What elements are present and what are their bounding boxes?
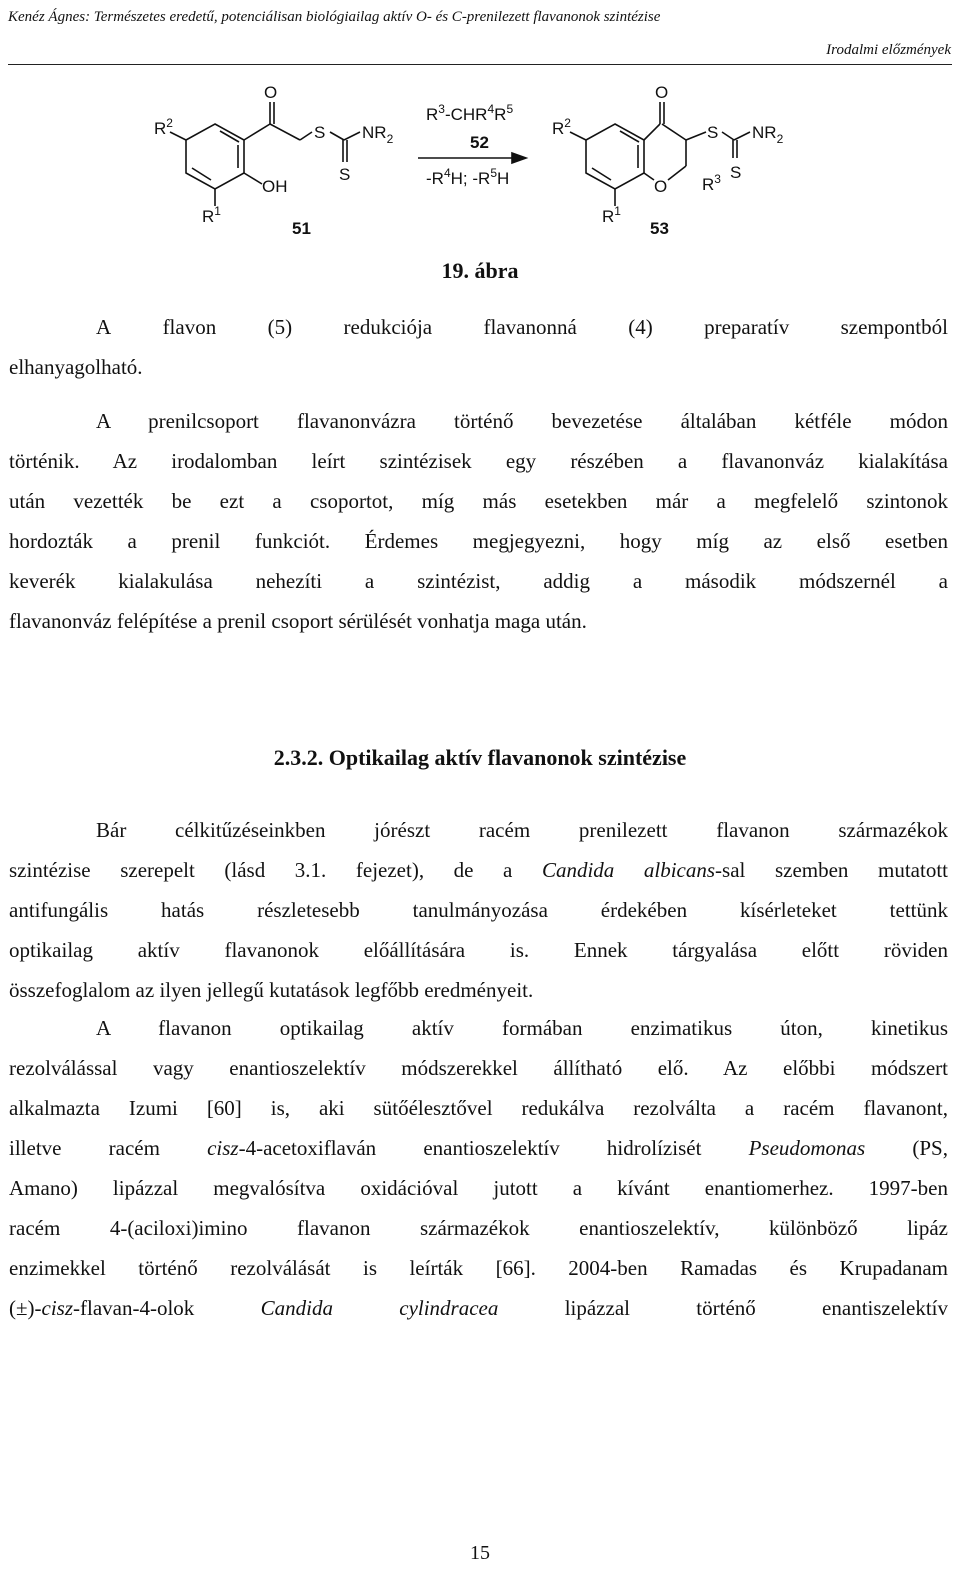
reagent-line-2: $-R^4H$; $-R^5H$ [426, 166, 510, 188]
italic-term: cisz [41, 1296, 74, 1320]
paragraph-3 [9, 810, 948, 1010]
species-name: Candida cylindracea [260, 1296, 499, 1320]
product-r3: $R^3$ [702, 172, 721, 194]
paragraph-line: (±)-cisz-flavan-4-olok Candida cylindracea lipázzal történő enantiszelektív [9, 1296, 949, 1320]
page-number: 15 [470, 1542, 490, 1564]
paragraph-2 [9, 401, 948, 641]
paragraph-line: A prenilcsoport flavanonvázra történő bevezetése általában kétféle módon [96, 409, 948, 433]
product-sulfur-1: S [707, 123, 719, 142]
reactant-nr2: $NR_2$ [362, 123, 394, 146]
paragraph-line: antifungális hatás részletesebb tanulmányozása érdekében kísérleteket tettünk [9, 898, 948, 922]
paragraph-line: flavanonváz felépítése a prenil csoport sérülését vonhatja maga után. [9, 609, 587, 633]
reactant-r1: $R^1$ [202, 204, 221, 226]
product-r1: $R^1$ [602, 204, 621, 226]
paragraph-line: optikailag aktív flavanonok előállítására is. Ennek tárgyalása előtt röviden [9, 938, 948, 962]
italic-term: cisz [207, 1136, 239, 1160]
species-name: Candida albicans [541, 858, 716, 882]
product-benzene-ring [586, 124, 644, 189]
section-heading: 2.3.2. Optikailag aktív flavanonok szintézise [273, 745, 687, 770]
paragraph-line: keverék kialakulása nehezíti a szintézist, addig a második módszernél a [9, 569, 948, 593]
paragraph-line: Amano) lipázzal megvalósítva oxidációval jutott a kívánt enantiomerhez. 1997-ben [9, 1176, 948, 1200]
paragraph-line: alkalmazta Izumi [60] is, aki sütőélesztővel redukálva rezolválta a racém flavanont, [9, 1096, 948, 1120]
reactant-hydroxyl: OH [262, 177, 288, 196]
reactant-benzene-ring [186, 124, 244, 189]
paragraph-line: után vezették be ezt a csoportot, míg más esetekben már a megfelelő szintonok [9, 489, 948, 513]
word: (4) [628, 315, 653, 339]
product-oxo: O [655, 83, 669, 102]
word: A [96, 315, 112, 339]
reaction-scheme [140, 80, 820, 260]
reactant-oxo: O [264, 83, 278, 102]
paragraph-line: szintézise szerepelt (lásd 3.1. fejezet), de a Candida albicans-sal szemben mutatott [9, 858, 948, 882]
paragraph-line: enzimekkel történő rezolválását is leírták [66]. 2004-ben Ramadas és Krupadanam [9, 1256, 948, 1280]
paragraph-4 [9, 1008, 948, 1328]
word: preparatív [704, 315, 790, 339]
paragraph-line: rezolválással vagy enantioszelektív módszerekkel állítható elő. Az előbbi módszert [9, 1056, 948, 1080]
paragraph-line: összefoglalom az ilyen jellegű kutatások legfőbb eredményeit. [9, 978, 534, 1002]
product-r2: $R^2$ [552, 116, 571, 138]
figure-caption: 19. ábra [441, 258, 519, 283]
product-ring-oxygen: O [654, 177, 668, 196]
reagent-compound-number: 52 [470, 133, 489, 152]
reactant-carbonyl-bond [244, 124, 270, 140]
paragraph-line: Bár célkitűzéseinkben jórészt racém prenilezett flavanon származékok [96, 818, 948, 842]
reactant-r2: $R^2$ [154, 116, 173, 138]
paragraph-line: elhanyagolható. [9, 355, 143, 379]
reagent-line-1: $R^3-CHR^4R^5$ [426, 102, 514, 124]
paragraph-line [9, 307, 948, 347]
product-nr2: $NR_2$ [752, 123, 784, 146]
paragraph-line: A flavanon optikailag aktív formában enzimatikus úton, kinetikus [96, 1016, 948, 1040]
product-sulfur-2: S [730, 163, 742, 182]
paragraph-1 [9, 307, 948, 387]
product-compound-number: 53 [650, 219, 669, 238]
word: szempontból [840, 315, 948, 339]
reactant-sulfur-1: S [314, 123, 326, 142]
running-header-section: Irodalmi előzmények [826, 42, 951, 58]
word: redukciója [343, 315, 433, 339]
word: flavon [162, 315, 217, 339]
paragraph-line: történik. Az irodalomban leírt szintézisek egy részében a flavanonváz kialakítása [9, 449, 948, 473]
reactant-sulfur-2: S [339, 165, 351, 184]
header-rule [8, 64, 952, 65]
paragraph-line: illetve racém cisz-4-acetoxiflaván enantioszelektív hidrolízisét Pseudomonas (PS, [9, 1136, 948, 1160]
reaction-arrow-head [512, 153, 526, 163]
word: flavanonná [483, 315, 577, 339]
running-header-title: Kenéz Ágnes: Természetes eredetű, potenciálisan biológiailag aktív O- és C-prenilezett flavanonok szintézise [8, 9, 661, 25]
word: (5) [267, 315, 293, 339]
reactant-compound-number: 51 [292, 219, 311, 238]
species-name: Pseudomonas [748, 1136, 866, 1160]
paragraph-line: hordozták a prenil funkciót. Érdemes megjegyezni, hogy míg az első esetben [9, 529, 948, 553]
paragraph-line: racém 4-(aciloxi)imino flavanon származékok enantioszelektív, különböző lipáz [9, 1216, 948, 1240]
